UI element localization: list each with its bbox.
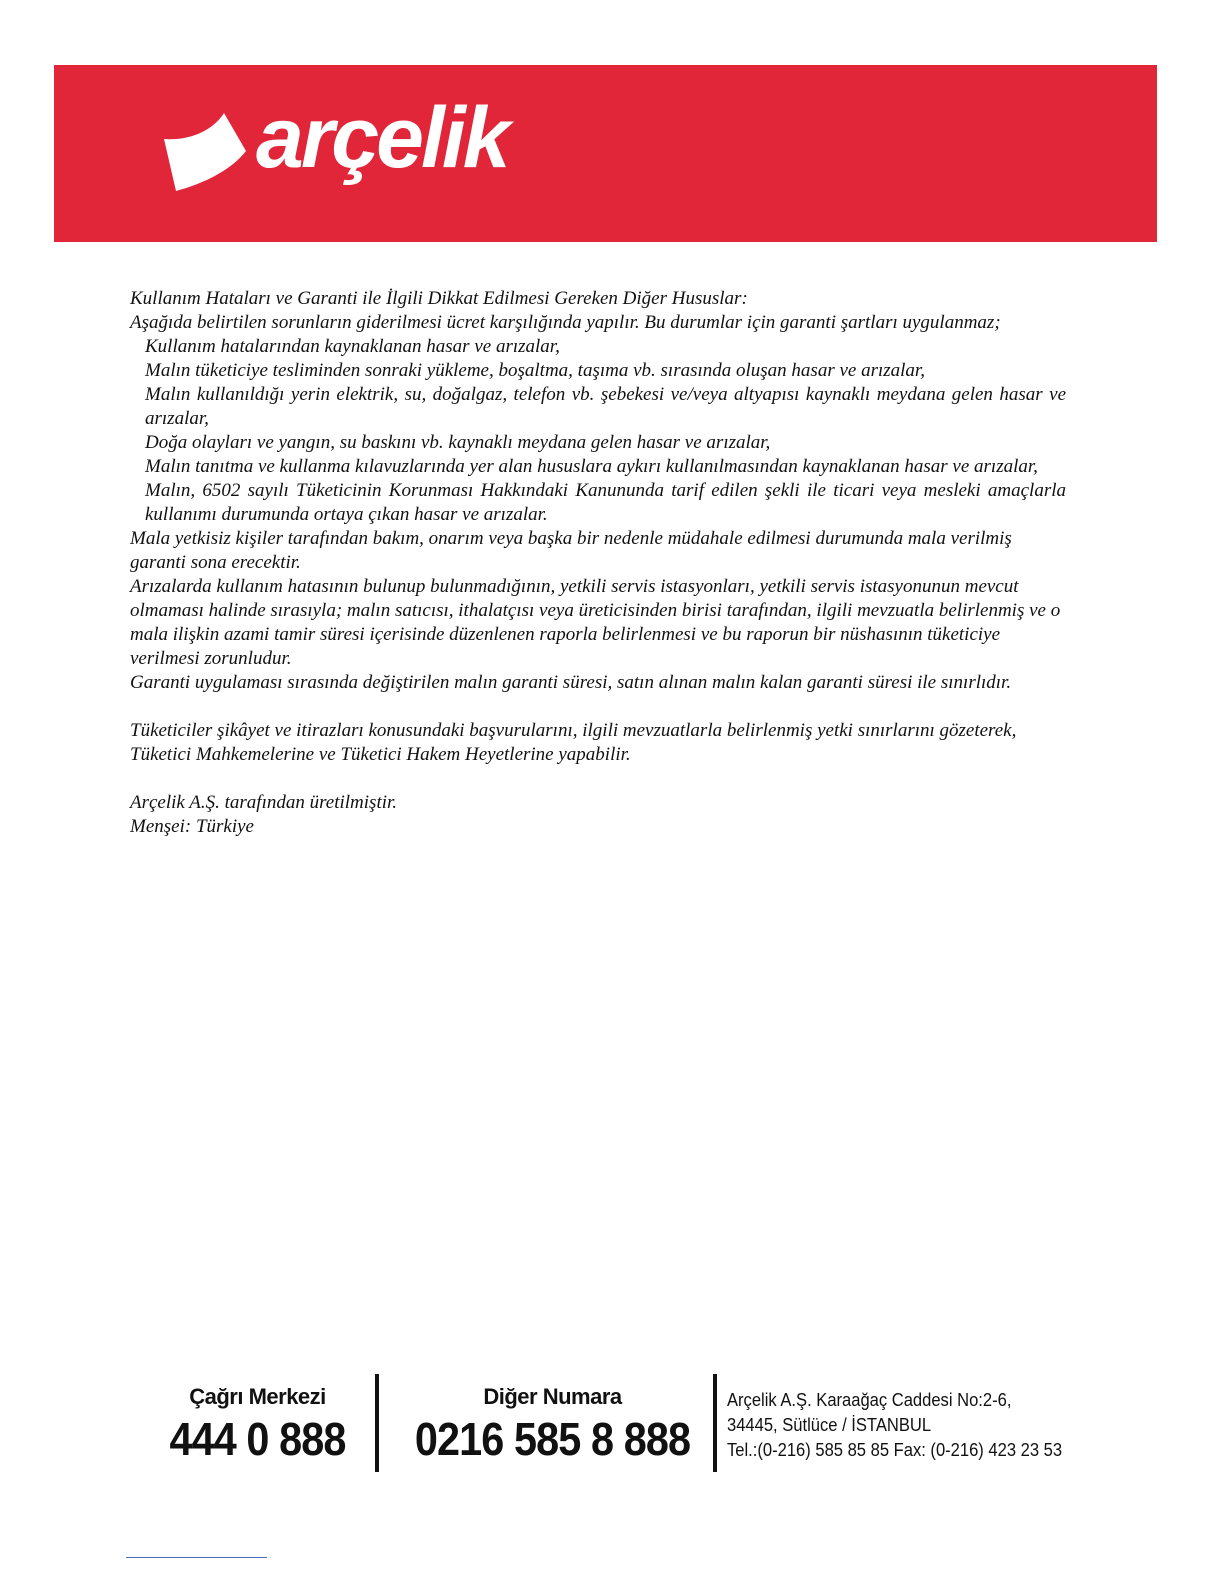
contact-footer: [0, 1370, 1224, 1480]
phone-fax-line: Tel.:(0-216) 585 85 85 Fax: (0-216) 423 23 53: [727, 1440, 1063, 1460]
origin-line: Menşei: Türkiye: [130, 816, 254, 837]
complaints-line: Tüketiciler şikâyet ve itirazları konusundaki başvurularını, ilgili mevzuatlarla belirlenmiş yetki sınırlarını gözeterek,: [130, 720, 1017, 741]
list-item: Malın tanıtma ve kullanma kılavuzlarında yer alan hususlara aykırı kullanılmasından kaynaklanan hasar ve arızalar,: [145, 456, 1038, 477]
unauthorized-paragraph: Mala yetkisiz kişiler tarafından bakım, onarım veya başka bir nedenle müdahale edilmesi durumunda mala verilmiş garanti sona erecektir.: [130, 528, 1012, 573]
replacement-paragraph: Garanti uygulaması sırasında değiştirilen malın garanti süresi, satın alınan malın kalan garanti süresi ile sınırlıdır.: [130, 672, 1012, 693]
manufacturer-line: Arçelik A.Ş. tarafından üretilmiştir.: [130, 792, 398, 813]
divider: [713, 1374, 717, 1472]
bottom-rule: [126, 1557, 267, 1558]
address-line: 34445, Sütlüce / İSTANBUL: [727, 1415, 932, 1435]
divider: [375, 1374, 379, 1472]
report-paragraph: Arızalarda kullanım hatasının bulunup bulunmadığının, yetkili servis istasyonları, yetkili servis istasyonunun mevcut olmaması halinde sırasıyla; malın satıcısı, ithalatçısı veya üreticisinden birisi tarafından, ilgili mevzuatla belirlenmiş ve o mala ilişkin azami tamir süresi içerisinde düzenlenen raporla belirlenmesi ve bu raporun bir nüshasının tüketiciye verilmesi zorunludur.: [130, 576, 1061, 669]
other-number-block: [395, 1370, 710, 1466]
call-center-block: [150, 1370, 365, 1466]
intro-paragraph: Aşağıda belirtilen sorunların giderilmesi ücret karşılığında yapılır. Bu durumlar için garanti şartları uygulanmaz;: [130, 312, 1001, 333]
other-number: 0216 585 8 888: [414, 1413, 691, 1465]
company-address: [727, 1388, 1062, 1463]
list-item: Malın, 6502 sayılı Tüketicinin Korunması Hakkındaki Kanununda tarif edilen şekli ile ticari veya mesleki amaçlarla kullanımı durumunda ortaya çıkan hasar ve arızalar.: [145, 480, 1066, 525]
other-number-label: Diğer Numara: [483, 1384, 622, 1409]
address-line: Arçelik A.Ş. Karaağaç Caddesi No:2-6,: [727, 1390, 1012, 1410]
complaints-line: Tüketici Mahkemelerine ve Tüketici Hakem Heyetlerine yapabilir.: [130, 744, 631, 765]
list-item: Malın tüketiciye tesliminden sonraki yükleme, boşaltma, taşıma vb. sırasında oluşan hasar ve arızalar,: [145, 360, 925, 381]
list-item: Doğa olayları ve yangın, su baskını vb. kaynaklı meydana gelen hasar ve arızalar,: [145, 432, 771, 453]
brand-wordmark: arçelik: [256, 90, 508, 186]
section-title: Kullanım Hataları ve Garanti ile İlgili Dikkat Edilmesi Gereken Diğer Hususlar:: [130, 288, 748, 309]
brand-banner: [54, 65, 1157, 242]
list-item: Malın kullanıldığı yerin elektrik, su, doğalgaz, telefon vb. şebekesi ve/veya altyapısı kaynaklı meydana gelen hasar ve arızalar,: [145, 384, 1066, 429]
warranty-text: [130, 287, 1066, 839]
call-center-label: Çağrı Merkezi: [189, 1384, 326, 1409]
exclusion-list: [130, 335, 1066, 527]
arcelik-logo-icon: [162, 111, 248, 193]
call-center-number: 444 0 888: [169, 1413, 346, 1465]
list-item: Kullanım hatalarından kaynaklanan hasar ve arızalar,: [145, 336, 560, 357]
